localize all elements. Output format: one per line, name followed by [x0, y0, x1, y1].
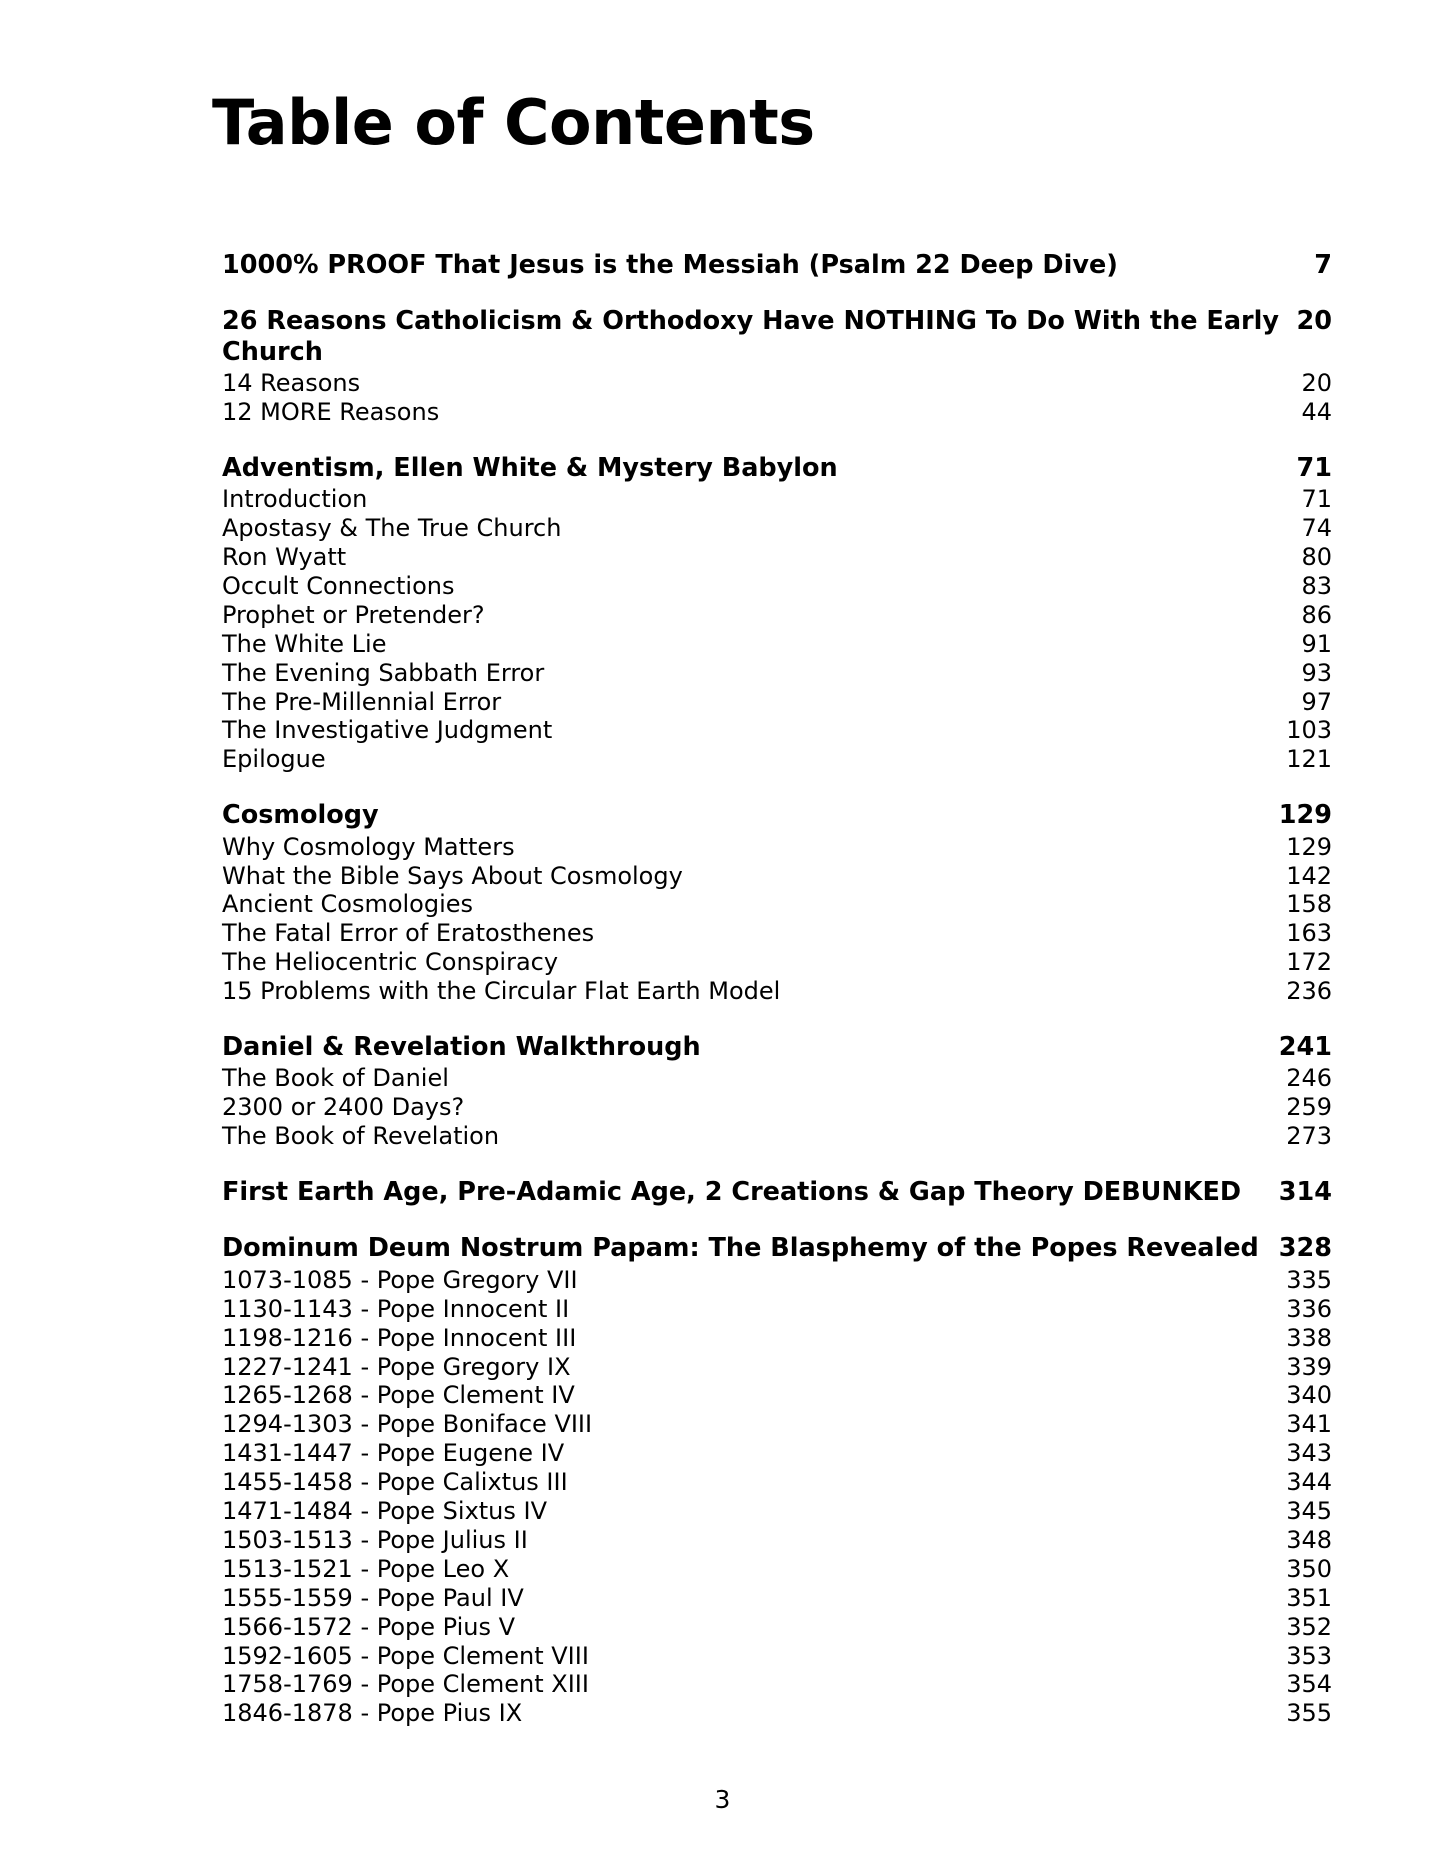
toc-entry-title: Prophet or Pretender?: [222, 600, 485, 629]
toc-entry[interactable]: [222, 1093, 1332, 1122]
toc-entry[interactable]: [222, 543, 1332, 572]
toc-entry[interactable]: [222, 1410, 1332, 1439]
toc-entry[interactable]: [222, 1295, 1332, 1324]
toc-entry-page-number: 83: [1301, 571, 1332, 600]
toc-section-page-number: 129: [1278, 800, 1332, 831]
toc-entry-title: 1503-1513 - Pope Julius II: [222, 1525, 528, 1554]
toc-entry-page-number: 121: [1286, 745, 1332, 774]
toc-entry-page-number: 129: [1286, 832, 1332, 861]
toc-entry-title: The Fatal Error of Eratosthenes: [222, 919, 595, 948]
toc-entry[interactable]: [222, 1613, 1332, 1642]
toc-entry[interactable]: [222, 862, 1332, 891]
toc-section-title: Adventism, Ellen White & Mystery Babylon: [222, 452, 838, 483]
toc-entry[interactable]: [222, 572, 1332, 601]
toc-entry-page-number: 341: [1286, 1410, 1332, 1439]
toc-entry[interactable]: [222, 514, 1332, 543]
toc-entry-page-number: 103: [1286, 716, 1332, 745]
toc-section-page-number: 241: [1278, 1032, 1332, 1063]
toc-entry[interactable]: [222, 890, 1332, 919]
toc-entry-page-number: 246: [1286, 1064, 1332, 1093]
toc-section-title: Cosmology: [222, 800, 379, 831]
toc-entry[interactable]: [222, 1468, 1332, 1497]
toc-subentry-list: [222, 369, 1332, 427]
toc-section-heading[interactable]: [222, 306, 1332, 367]
toc-entry[interactable]: [222, 1699, 1332, 1728]
toc-entry-page-number: 353: [1286, 1641, 1332, 1670]
toc-section-heading[interactable]: [222, 1177, 1332, 1207]
toc-entry-title: 1566-1572 - Pope Pius V: [222, 1612, 516, 1641]
toc-entry-page-number: 74: [1301, 514, 1332, 543]
toc-section-page-number: 314: [1278, 1177, 1332, 1208]
toc-entry[interactable]: [222, 1324, 1332, 1353]
toc-entry[interactable]: [222, 745, 1332, 774]
toc-entry[interactable]: [222, 630, 1332, 659]
toc-entry[interactable]: [222, 659, 1332, 688]
toc-section-page-number: 328: [1278, 1233, 1332, 1264]
toc-entry-title: 1592-1605 - Pope Clement VIII: [222, 1641, 589, 1670]
toc-entry-title: 1846-1878 - Pope Pius IX: [222, 1699, 523, 1728]
toc-section-title: Dominum Deum Nostrum Papam: The Blasphemy of the Popes Revealed: [222, 1233, 1259, 1264]
toc-entry-title: Ancient Cosmologies: [222, 890, 474, 919]
toc-entry-title: 1431-1447 - Pope Eugene IV: [222, 1439, 565, 1468]
toc-entry-title: 12 MORE Reasons: [222, 397, 440, 426]
toc-subentry-list: [222, 485, 1332, 774]
toc-entry[interactable]: [222, 1439, 1332, 1468]
toc-entry-page-number: 142: [1286, 861, 1332, 890]
toc-section-heading[interactable]: [222, 800, 1332, 830]
toc-entry-title: The Book of Daniel: [222, 1064, 449, 1093]
toc-entry-page-number: 336: [1286, 1294, 1332, 1323]
toc-section-heading[interactable]: [222, 453, 1332, 483]
toc-entry-title: The Pre-Millennial Error: [222, 687, 502, 716]
toc-entry-page-number: 350: [1286, 1554, 1332, 1583]
toc-entry-title: 1513-1521 - Pope Leo X: [222, 1554, 510, 1583]
toc-entry-page-number: 80: [1301, 543, 1332, 571]
toc-entry-page-number: 259: [1286, 1093, 1332, 1122]
toc-entry-title: What the Bible Says About Cosmology: [222, 861, 683, 890]
toc-entry-page-number: 20: [1301, 369, 1332, 398]
toc-entry-page-number: 345: [1286, 1497, 1332, 1526]
toc-section-heading[interactable]: [222, 1032, 1332, 1062]
toc-section: [222, 453, 1332, 774]
toc-entry-page-number: 91: [1301, 629, 1332, 658]
toc-entry[interactable]: [222, 1064, 1332, 1093]
toc-entry-page-number: 71: [1301, 485, 1332, 514]
toc-entry-page-number: 340: [1286, 1381, 1332, 1410]
toc-entry[interactable]: [222, 1497, 1332, 1526]
toc-entry-title: The Heliocentric Conspiracy: [222, 948, 559, 977]
toc-entry-title: 1073-1085 - Pope Gregory VII: [222, 1265, 578, 1294]
toc-entry-title: Ron Wyatt: [222, 543, 347, 571]
toc-entry-title: The Investigative Judgment: [222, 716, 553, 745]
toc-entry-page-number: 86: [1301, 600, 1332, 629]
toc-entry-page-number: 163: [1286, 919, 1332, 948]
toc-entry-title: 1227-1241 - Pope Gregory IX: [222, 1352, 571, 1381]
toc-entry-page-number: 339: [1286, 1352, 1332, 1381]
toc-entry-page-number: 343: [1286, 1439, 1332, 1468]
toc-section-page-number: 20: [1296, 306, 1332, 337]
toc-section-page-number: 71: [1296, 452, 1332, 483]
toc-entry-title: The Book of Revelation: [222, 1122, 500, 1151]
toc-section-page-number: 7: [1314, 250, 1332, 280]
toc-entry[interactable]: [222, 1584, 1332, 1613]
toc-entry-title: The Evening Sabbath Error: [222, 658, 545, 687]
toc-entry-title: 1130-1143 - Pope Innocent II: [222, 1294, 570, 1323]
toc-entry[interactable]: [222, 833, 1332, 862]
toc-section-title: 26 Reasons Catholicism & Orthodoxy Have NOTHING To Do With the Early Church: [222, 306, 1279, 367]
toc-entry[interactable]: [222, 1526, 1332, 1555]
toc-section: [222, 250, 1332, 280]
toc-entry-page-number: 335: [1286, 1265, 1332, 1294]
toc-entry-title: 1455-1458 - Pope Calixtus III: [222, 1468, 568, 1497]
page-title: Table of Contents: [212, 86, 815, 159]
toc-entry-title: 15 Problems with the Circular Flat Earth Model: [222, 977, 781, 1006]
toc-section: [222, 306, 1332, 427]
toc-entry-page-number: 338: [1286, 1323, 1332, 1352]
toc-entry[interactable]: [222, 1670, 1332, 1699]
toc-entry[interactable]: [222, 601, 1332, 630]
toc-entry-title: Occult Connections: [222, 571, 455, 600]
toc-entry[interactable]: [222, 948, 1332, 977]
toc-section: [222, 1233, 1332, 1728]
toc-entry[interactable]: [222, 369, 1332, 398]
toc-entry[interactable]: [222, 977, 1332, 1006]
toc-entry-page-number: 97: [1301, 687, 1332, 716]
toc-entry-page-number: 273: [1286, 1122, 1332, 1151]
toc-subentry-list: [222, 833, 1332, 1006]
toc-entry-title: 1758-1769 - Pope Clement XIII: [222, 1670, 589, 1699]
toc-entry[interactable]: [222, 688, 1332, 717]
toc-entry[interactable]: [222, 1381, 1332, 1410]
toc-entry-title: 14 Reasons: [222, 369, 361, 398]
toc-entry-title: 1555-1559 - Pope Paul IV: [222, 1583, 524, 1612]
toc-entry[interactable]: [222, 716, 1332, 745]
toc-section: [222, 1032, 1332, 1151]
toc-entry-page-number: 351: [1286, 1583, 1332, 1612]
toc-section-title: First Earth Age, Pre-Adamic Age, 2 Creations & Gap Theory DEBUNKED: [222, 1177, 1242, 1208]
toc-entry-title: 2300 or 2400 Days?: [222, 1093, 465, 1122]
toc-entry[interactable]: [222, 485, 1332, 514]
toc-subentry-list: [222, 1064, 1332, 1151]
toc-entry-title: 1471-1484 - Pope Sixtus IV: [222, 1497, 548, 1526]
toc-entry[interactable]: [222, 1555, 1332, 1584]
toc-section: [222, 800, 1332, 1006]
toc-entry-title: Why Cosmology Matters: [222, 832, 515, 861]
footer-page-number: 3: [714, 1785, 731, 1814]
toc-entry-page-number: 158: [1286, 890, 1332, 919]
toc-section-heading[interactable]: [222, 250, 1332, 280]
toc-entry-page-number: 93: [1301, 658, 1332, 687]
toc-subentry-list: [222, 1266, 1332, 1729]
toc-entry-page-number: 348: [1286, 1525, 1332, 1554]
toc-entry-title: Introduction: [222, 485, 368, 514]
toc-entry-page-number: 172: [1286, 948, 1332, 977]
table-of-contents: [222, 250, 1332, 1728]
toc-entry[interactable]: [222, 1642, 1332, 1671]
toc-entry[interactable]: [222, 398, 1332, 427]
toc-entry[interactable]: [222, 1353, 1332, 1382]
toc-entry-page-number: 352: [1286, 1612, 1332, 1641]
toc-entry-title: 1198-1216 - Pope Innocent III: [222, 1323, 577, 1352]
toc-entry-title: Epilogue: [222, 745, 326, 774]
toc-section-title: Daniel & Revelation Walkthrough: [222, 1032, 701, 1063]
toc-entry-title: 1294-1303 - Pope Boniface VIII: [222, 1410, 593, 1439]
toc-entry-page-number: 236: [1286, 977, 1332, 1006]
toc-entry[interactable]: [222, 919, 1332, 948]
toc-entry-page-number: 355: [1286, 1699, 1332, 1728]
toc-entry-title: The White Lie: [222, 629, 387, 658]
toc-entry[interactable]: [222, 1266, 1332, 1295]
toc-entry-page-number: 344: [1286, 1468, 1332, 1497]
toc-entry[interactable]: [222, 1122, 1332, 1151]
toc-entry-page-number: 354: [1286, 1670, 1332, 1699]
toc-entry-title: 1265-1268 - Pope Clement IV: [222, 1381, 575, 1410]
toc-section: [222, 1177, 1332, 1207]
toc-section-heading[interactable]: [222, 1233, 1332, 1263]
toc-section-title: 1000% PROOF That Jesus is the Messiah (Psalm 22 Deep Dive): [222, 250, 1118, 280]
toc-entry-title: Apostasy & The True Church: [222, 514, 562, 543]
toc-entry-page-number: 44: [1301, 397, 1332, 426]
